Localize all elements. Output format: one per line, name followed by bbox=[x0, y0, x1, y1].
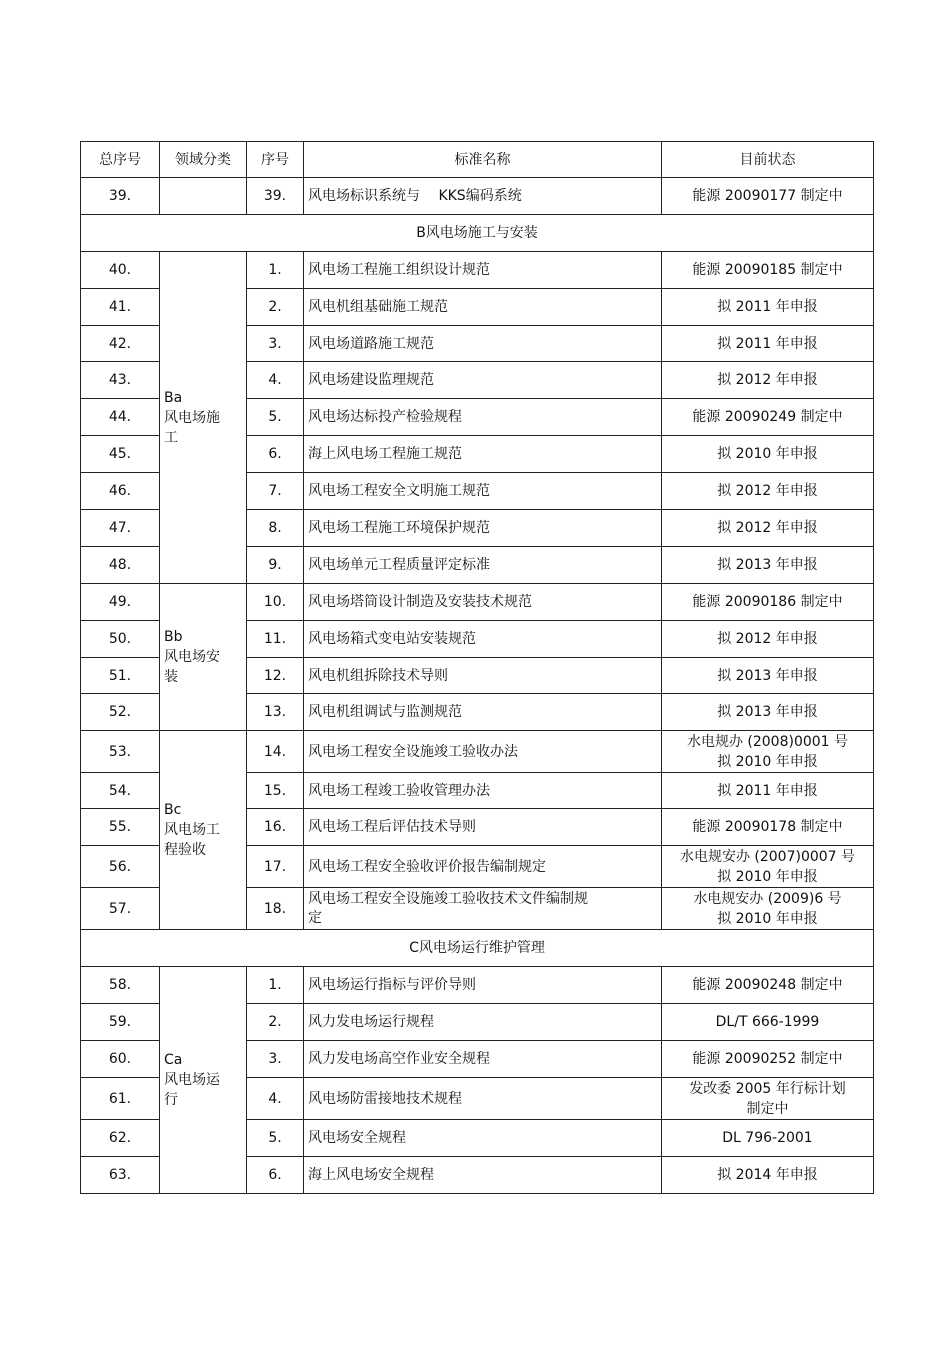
cell-seq: 5. bbox=[247, 1120, 304, 1157]
standard-name-line: 风电场运行指标与评价导则 bbox=[308, 977, 476, 993]
cell-seq: 13. bbox=[247, 694, 304, 731]
status-line: 水电规安办 (2009)6 号 bbox=[693, 890, 842, 907]
cell-seq: 11. bbox=[247, 621, 304, 658]
cell-total-index: 49. bbox=[81, 584, 160, 621]
standard-name-line: 风力发电场高空作业安全规程 bbox=[308, 1051, 490, 1067]
cell-standard-name bbox=[304, 326, 662, 362]
cell-seq: 2. bbox=[247, 1004, 304, 1041]
table-row bbox=[81, 252, 874, 289]
standard-name-line: 风电场工程施工环境保护规范 bbox=[308, 520, 490, 536]
cell-total-index: 63. bbox=[81, 1157, 160, 1194]
cell-total-index: 43. bbox=[81, 362, 160, 399]
cell-standard-name bbox=[304, 621, 662, 658]
status-line: 能源 20090186 制定中 bbox=[692, 594, 843, 610]
cell-standard-name bbox=[304, 473, 662, 510]
section-title: B风电场施工与安装 bbox=[81, 215, 874, 252]
cell-seq: 3. bbox=[247, 1041, 304, 1078]
cell-total-index: 41. bbox=[81, 289, 160, 326]
cell-total-index: 54. bbox=[81, 773, 160, 809]
cell-standard-name: 风电场标识系统与 KKS编码系统 bbox=[304, 178, 662, 215]
cell-total-index: 39. bbox=[81, 178, 160, 215]
status-line: 拟 2013 年申报 bbox=[717, 704, 818, 720]
standard-name-line: 风电场工程施工组织设计规范 bbox=[308, 262, 490, 278]
standard-name-line: 风电场防雷接地技术规程 bbox=[308, 1090, 462, 1107]
cell-total-index: 45. bbox=[81, 436, 160, 473]
category-label-line: 行 bbox=[164, 1092, 178, 1108]
cell-status bbox=[662, 436, 874, 473]
cell-status bbox=[662, 399, 874, 436]
status-line: 拟 2013 年申报 bbox=[717, 667, 818, 684]
cell-total-index: 51. bbox=[81, 658, 160, 694]
cell-total-index: 56. bbox=[81, 846, 160, 888]
cell-seq: 17. bbox=[247, 846, 304, 888]
cell-standard-name bbox=[304, 289, 662, 326]
standard-name-line: 海上风电场安全规程 bbox=[308, 1167, 434, 1183]
cell-seq: 12. bbox=[247, 658, 304, 694]
cell-status bbox=[662, 1041, 874, 1078]
cell-standard-name bbox=[304, 547, 662, 584]
section-title: C风电场运行维护管理 bbox=[81, 930, 874, 967]
cell-seq: 6. bbox=[247, 1157, 304, 1194]
standard-name-line: 风电场工程竣工验收管理办法 bbox=[308, 782, 490, 799]
standard-name-line: 海上风电场工程施工规范 bbox=[308, 446, 462, 462]
cell-standard-name bbox=[304, 809, 662, 846]
category-label-line: 工 bbox=[164, 429, 178, 446]
cell-standard-name bbox=[304, 658, 662, 694]
status-line: 制定中 bbox=[746, 1100, 789, 1117]
cell-standard-name bbox=[304, 1120, 662, 1157]
cell-domain-category bbox=[160, 967, 247, 1194]
category-label-line: 程验收 bbox=[164, 842, 206, 858]
status-line: 拟 2010 年申报 bbox=[717, 868, 818, 885]
status-line: 拟 2012 年申报 bbox=[717, 372, 818, 388]
cell-standard-name bbox=[304, 362, 662, 399]
status-line: DL/T 666-1999 bbox=[715, 1014, 820, 1030]
cell-total-index: 40. bbox=[81, 252, 160, 289]
category-label-line: Bc bbox=[164, 802, 182, 818]
category-label-line: 风电场施 bbox=[164, 409, 220, 426]
cell-seq: 10. bbox=[247, 584, 304, 621]
header-standard-name: 标准名称 bbox=[304, 142, 662, 178]
cell-status bbox=[662, 809, 874, 846]
cell-seq: 15. bbox=[247, 773, 304, 809]
cell-standard-name bbox=[304, 584, 662, 621]
cell-total-index: 44. bbox=[81, 399, 160, 436]
cell-total-index: 46. bbox=[81, 473, 160, 510]
cell-category-empty bbox=[160, 178, 247, 215]
cell-seq: 39. bbox=[247, 178, 304, 215]
cell-status bbox=[662, 289, 874, 326]
status-line: 能源 20090185 制定中 bbox=[692, 262, 843, 278]
cell-status: 能源 20090177 制定中 bbox=[662, 178, 874, 215]
status-line: 拟 2010 年申报 bbox=[717, 753, 818, 770]
cell-seq: 18. bbox=[247, 888, 304, 930]
standard-name-line: 风电场单元工程质量评定标准 bbox=[308, 557, 490, 573]
cell-total-index: 62. bbox=[81, 1120, 160, 1157]
cell-standard-name bbox=[304, 1078, 662, 1120]
cell-seq: 3. bbox=[247, 326, 304, 362]
status-line: 拟 2012 年申报 bbox=[717, 483, 818, 499]
standard-name-line: 风电场建设监理规范 bbox=[308, 372, 434, 388]
cell-seq: 9. bbox=[247, 547, 304, 584]
section-header-row bbox=[81, 930, 874, 967]
cell-status bbox=[662, 1078, 874, 1120]
cell-domain-category bbox=[160, 584, 247, 731]
cell-standard-name bbox=[304, 510, 662, 547]
cell-standard-name bbox=[304, 888, 662, 930]
standard-name-line: 定 bbox=[308, 909, 322, 926]
cell-status bbox=[662, 473, 874, 510]
cell-seq: 5. bbox=[247, 399, 304, 436]
standard-name-line: 风电场工程后评估技术导则 bbox=[308, 819, 476, 835]
standard-name-line: 风电场塔筒设计制造及安装技术规范 bbox=[308, 594, 532, 610]
cell-standard-name bbox=[304, 846, 662, 888]
status-line: 能源 20090249 制定中 bbox=[692, 409, 843, 425]
status-line: 拟 2012 年申报 bbox=[717, 520, 818, 536]
status-line: DL 796-2001 bbox=[722, 1130, 813, 1146]
standards-table bbox=[80, 141, 874, 1194]
status-line: 水电规办 (2008)0001 号 bbox=[686, 733, 849, 750]
category-label-line: 风电场安 bbox=[164, 649, 220, 665]
cell-status bbox=[662, 547, 874, 584]
cell-status bbox=[662, 584, 874, 621]
cell-status bbox=[662, 773, 874, 809]
cell-status bbox=[662, 510, 874, 547]
table-body bbox=[81, 142, 874, 1194]
status-line: 拟 2011 年申报 bbox=[717, 335, 818, 352]
cell-standard-name bbox=[304, 399, 662, 436]
cell-status bbox=[662, 694, 874, 731]
cell-total-index: 50. bbox=[81, 621, 160, 658]
status-line: 能源 20090178 制定中 bbox=[692, 819, 843, 835]
cell-status bbox=[662, 846, 874, 888]
standard-name-line: 风电场安全规程 bbox=[308, 1130, 406, 1146]
table-row bbox=[81, 731, 874, 773]
cell-seq: 4. bbox=[247, 1078, 304, 1120]
cell-standard-name bbox=[304, 773, 662, 809]
status-line: 拟 2010 年申报 bbox=[717, 910, 818, 927]
cell-status bbox=[662, 621, 874, 658]
cell-total-index: 48. bbox=[81, 547, 160, 584]
cell-total-index: 47. bbox=[81, 510, 160, 547]
standard-name-line: 风电场工程安全文明施工规范 bbox=[308, 483, 490, 499]
status-line: 水电规安办 (2007)0007 号 bbox=[679, 848, 856, 865]
cell-standard-name bbox=[304, 694, 662, 731]
header-row bbox=[81, 142, 874, 178]
cell-total-index: 57. bbox=[81, 888, 160, 930]
cell-standard-name bbox=[304, 1041, 662, 1078]
section-header-row bbox=[81, 215, 874, 252]
table-row bbox=[81, 584, 874, 621]
status-line: 拟 2012 年申报 bbox=[717, 631, 818, 647]
cell-standard-name bbox=[304, 731, 662, 773]
cell-seq: 1. bbox=[247, 967, 304, 1004]
cell-seq: 7. bbox=[247, 473, 304, 510]
category-label-line: Ca bbox=[164, 1052, 183, 1068]
cell-seq: 8. bbox=[247, 510, 304, 547]
cell-status bbox=[662, 1120, 874, 1157]
cell-standard-name bbox=[304, 1004, 662, 1041]
table-row bbox=[81, 967, 874, 1004]
standard-name-line: 风电场工程安全设施竣工验收办法 bbox=[308, 743, 518, 760]
cell-seq: 14. bbox=[247, 731, 304, 773]
category-label-line: 风电场运 bbox=[164, 1072, 220, 1088]
cell-total-index: 59. bbox=[81, 1004, 160, 1041]
status-line: 拟 2014 年申报 bbox=[717, 1167, 818, 1183]
cell-seq: 1. bbox=[247, 252, 304, 289]
standard-name-line: 风电场工程安全验收评价报告编制规定 bbox=[308, 858, 546, 875]
standard-name-line: 风电场达标投产检验规程 bbox=[308, 409, 462, 425]
category-label-line: Bb bbox=[164, 629, 183, 645]
cell-status bbox=[662, 1004, 874, 1041]
cell-standard-name bbox=[304, 436, 662, 473]
cell-status bbox=[662, 326, 874, 362]
header-current-status: 目前状态 bbox=[662, 142, 874, 178]
category-label-line: 风电场工 bbox=[164, 822, 220, 838]
cell-status bbox=[662, 658, 874, 694]
cell-status bbox=[662, 888, 874, 930]
cell-standard-name bbox=[304, 252, 662, 289]
cell-seq: 16. bbox=[247, 809, 304, 846]
standard-name-line: 风电机组基础施工规范 bbox=[308, 299, 448, 315]
cell-standard-name bbox=[304, 1157, 662, 1194]
cell-seq: 4. bbox=[247, 362, 304, 399]
cell-seq: 6. bbox=[247, 436, 304, 473]
cell-total-index: 53. bbox=[81, 731, 160, 773]
table-row bbox=[81, 178, 874, 215]
cell-total-index: 60. bbox=[81, 1041, 160, 1078]
standard-name-line: 风力发电场运行规程 bbox=[308, 1014, 434, 1030]
header-domain-category: 领域分类 bbox=[160, 142, 247, 178]
header-seq: 序号 bbox=[247, 142, 304, 178]
cell-domain-category bbox=[160, 252, 247, 584]
header-total-index: 总序号 bbox=[81, 142, 160, 178]
standard-name-line: 风电场工程安全设施竣工验收技术文件编制规 bbox=[308, 890, 588, 907]
cell-domain-category bbox=[160, 731, 247, 930]
cell-seq: 2. bbox=[247, 289, 304, 326]
status-line: 拟 2011 年申报 bbox=[717, 782, 818, 799]
category-label-line: Ba bbox=[164, 389, 183, 406]
standard-name-line: 风电机组调试与监测规范 bbox=[308, 704, 462, 720]
cell-total-index: 52. bbox=[81, 694, 160, 731]
status-line: 能源 20090252 制定中 bbox=[692, 1051, 843, 1067]
cell-standard-name bbox=[304, 967, 662, 1004]
standard-name-line: 风电场道路施工规范 bbox=[308, 335, 434, 352]
cell-total-index: 61. bbox=[81, 1078, 160, 1120]
cell-total-index: 42. bbox=[81, 326, 160, 362]
status-line: 能源 20090248 制定中 bbox=[692, 977, 843, 993]
cell-status bbox=[662, 967, 874, 1004]
cell-status bbox=[662, 252, 874, 289]
status-line: 拟 2013 年申报 bbox=[717, 557, 818, 573]
standard-name-line: 风电机组拆除技术导则 bbox=[308, 667, 448, 684]
standard-name-line: 风电场箱式变电站安装规范 bbox=[308, 631, 476, 647]
cell-status bbox=[662, 362, 874, 399]
cell-total-index: 55. bbox=[81, 809, 160, 846]
status-line: 发改委 2005 年行标计划 bbox=[689, 1080, 846, 1097]
status-line: 拟 2010 年申报 bbox=[717, 446, 818, 462]
status-line: 拟 2011 年申报 bbox=[717, 299, 818, 315]
cell-status bbox=[662, 731, 874, 773]
category-label-line: 装 bbox=[164, 669, 178, 685]
cell-status bbox=[662, 1157, 874, 1194]
cell-total-index: 58. bbox=[81, 967, 160, 1004]
